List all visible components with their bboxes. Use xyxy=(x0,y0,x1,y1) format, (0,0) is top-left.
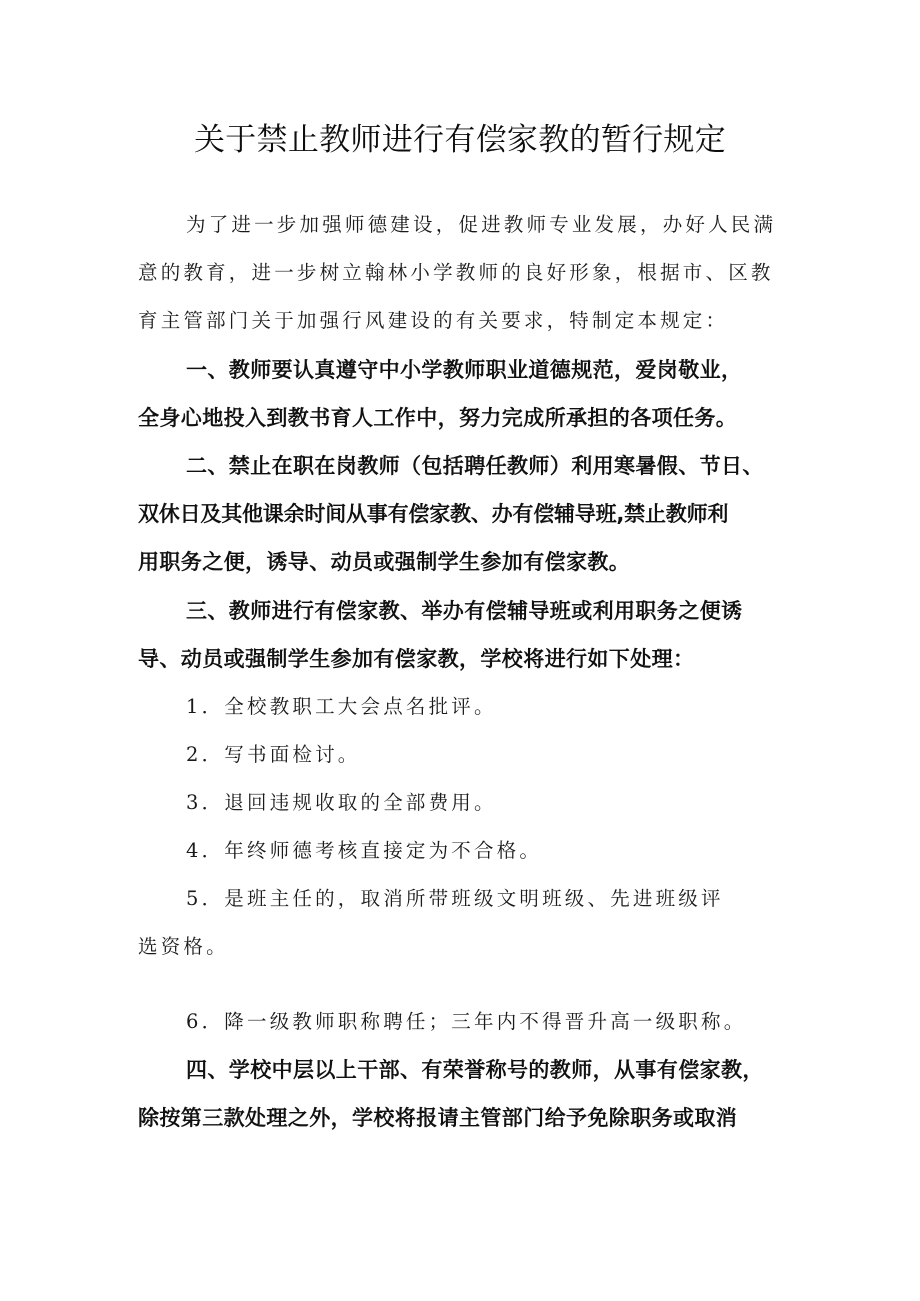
article-line: 双休日及其他课余时间从事有偿家教、办有偿辅导班,禁止教师利 xyxy=(138,502,729,526)
article-line: 用职务之便，诱导、动员或强制学生参加有偿家教。 xyxy=(138,550,631,574)
article-line: 一、教师要认真遵守中小学教师职业道德规范，爱岗敬业， xyxy=(186,358,743,382)
article-one xyxy=(138,346,808,442)
penalty-list xyxy=(138,683,808,971)
penalty-item: 4．年终师德考核直接定为不合格。 xyxy=(186,839,543,862)
penalty-item-continuation: 选资格。 xyxy=(138,935,229,958)
penalty-item: 3．退回违规收取的全部费用。 xyxy=(186,791,497,814)
penalty-item: 5．是班主任的，取消所带班级文明班级、先进班级评 xyxy=(186,887,724,910)
article-line: 三、教师进行有偿家教、举办有偿辅导班或利用职务之便诱 xyxy=(186,599,743,623)
article-line: 除按第三款处理之外，学校将报请主管部门给予免除职务或取消 xyxy=(138,1106,738,1130)
intro-line: 为了进一步加强师德建设，促进教师专业发展，办好人民满 xyxy=(186,213,777,236)
intro-line: 育主管部门关于加强行风建设的有关要求，特制定本规定： xyxy=(138,309,729,332)
article-line: 四、学校中层以上干部、有荣誉称号的教师，从事有偿家教， xyxy=(186,1058,764,1082)
penalty-list-last xyxy=(138,998,808,1046)
article-line: 导、动员或强制学生参加有偿家教，学校将进行如下处理： xyxy=(138,647,695,671)
intro-paragraph xyxy=(138,201,808,345)
article-four xyxy=(138,1046,808,1142)
article-three xyxy=(138,587,808,683)
article-line: 全身心地投入到教书育人工作中，努力完成所承担的各项任务。 xyxy=(138,406,738,430)
intro-line: 意的教育，进一步树立翰林小学教师的良好形象，根据市、区教 xyxy=(138,261,774,284)
penalty-item: 6．降一级教师职称聘任；三年内不得晋升高一级职称。 xyxy=(186,1010,747,1033)
penalty-item: 2．写书面检讨。 xyxy=(186,743,361,766)
article-line: 二、禁止在职在岗教师（包括聘任教师）利用寒暑假、节日、 xyxy=(186,454,764,478)
penalty-item: 1．全校教职工大会点名批评。 xyxy=(186,695,497,718)
article-two xyxy=(138,442,808,586)
document-title: 关于禁止教师进行有偿家教的暂行规定 xyxy=(193,122,727,158)
